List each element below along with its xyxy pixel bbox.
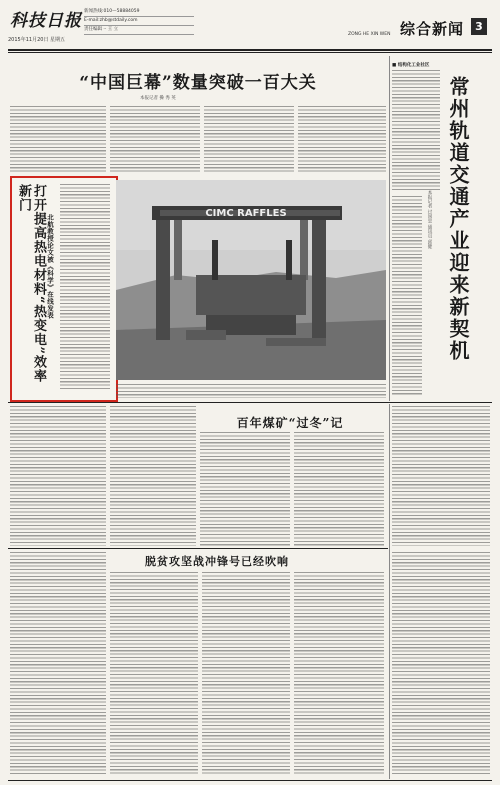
article-text [392, 196, 422, 396]
section-rule [8, 402, 492, 403]
article-text [294, 432, 384, 546]
masthead-rule [8, 49, 492, 51]
article-text [392, 70, 440, 190]
crane-photo-illustration [116, 180, 386, 380]
article-text [10, 106, 106, 174]
article-text [204, 106, 294, 174]
right-kicker: ■ 结构化工业社区 [392, 63, 430, 68]
article-text [10, 406, 106, 546]
newspaper-logo: 科技日报 [10, 11, 82, 31]
sidebar-headline: 打开提高热电材料“热变电”效率新门 [16, 184, 46, 383]
coal-mine-headline: 百年煤矿“过冬”记 [236, 416, 344, 430]
section-pinyin: ZONG HE XIN WEN [348, 32, 391, 37]
contact-line: E-mail:zhb@stdaily.com [84, 17, 194, 26]
issue-date: 2015年11月20日 星期五 [8, 37, 66, 43]
right-headline: 常州轨道交通产业迎来新契机 [446, 76, 470, 362]
contact-line: 责任编辑 ·· 王 立 [84, 26, 194, 35]
main-byline: 本报记者 操 秀 英 [140, 96, 176, 101]
column-divider [389, 56, 390, 401]
sidebar-text [60, 184, 110, 390]
section-rule [8, 548, 388, 549]
article-text [392, 406, 490, 546]
article-text [10, 552, 106, 776]
article-text [110, 406, 196, 546]
photo-caption [116, 384, 386, 398]
masthead [8, 6, 492, 48]
right-byline: 本报记者 过国忠 通讯员 邱健 [427, 190, 432, 249]
page-number-badge: 3 [471, 18, 487, 35]
highlighted-sidebar-story [10, 176, 118, 402]
main-headline: “中国巨幕”数量突破一百大关 [79, 73, 317, 93]
news-photo [116, 180, 386, 380]
article-text [200, 432, 290, 546]
footer-rule [8, 780, 492, 781]
masthead-rule-thin [8, 52, 492, 53]
article-text [294, 572, 384, 776]
contact-line: 新闻热线:010—58884059 [84, 8, 194, 17]
column-divider [389, 404, 390, 779]
crane-label: CIMC RAFFLES [205, 208, 287, 219]
article-text [110, 106, 200, 174]
article-text [298, 106, 386, 174]
sidebar-subhead: 北航教授论文被《科学》在线发表 [46, 214, 54, 319]
article-text [202, 572, 290, 776]
contact-info [84, 8, 194, 35]
article-text [110, 572, 198, 776]
section-title: 综合新闻 [400, 20, 465, 38]
poverty-headline: 脱贫攻坚战冲锋号已经吹响 [145, 555, 289, 568]
article-text [392, 552, 490, 776]
